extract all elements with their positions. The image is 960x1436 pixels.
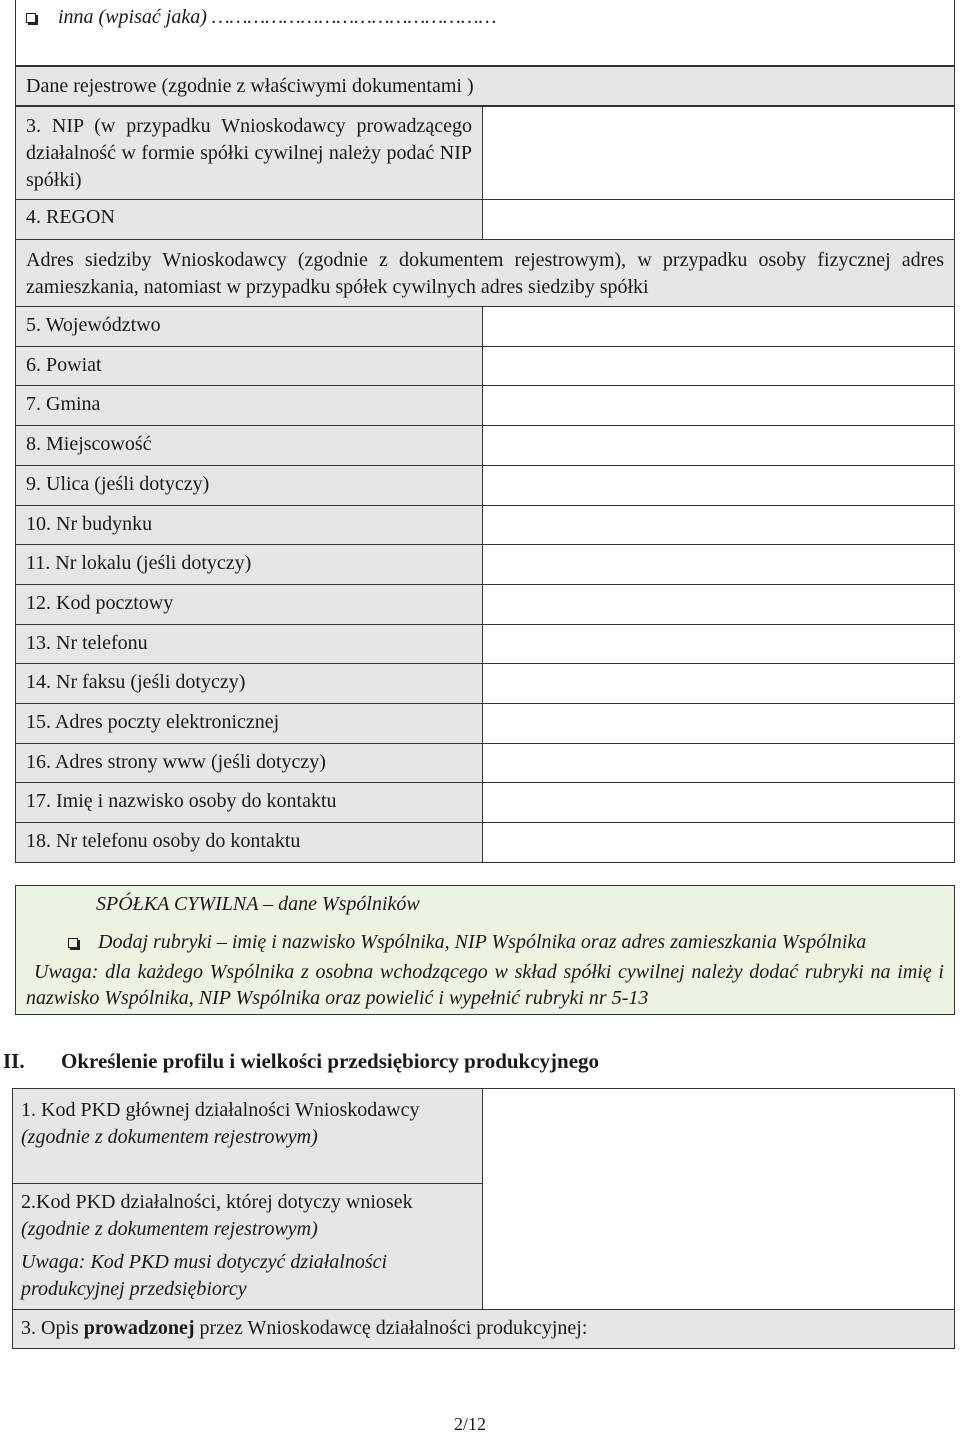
address-field-label: 12. Kod pocztowy [26,592,174,614]
nip-label-cell [15,106,483,200]
address-field-label-cell [15,822,483,863]
address-field-label: 9. Ulica (jeśli dotyczy) [26,473,210,495]
section-number: II. [3,1049,25,1073]
description-label-rest: przez Wnioskodawcę działalności produkcyjnej: [194,1317,588,1339]
pkd-app-label: 2.Kod PKD działalności, której dotyczy wniosek [21,1191,413,1213]
partnership-option: Dodaj rubryki – imię i nazwisko Wspólnika, NIP Wspólnika oraz adres zamieszkania Wspólnika [98,931,867,953]
other-option-row [15,0,955,66]
description-row [12,1309,955,1349]
pkd-app-label-cell [12,1183,483,1310]
pkd-warning: Uwaga: Kod PKD musi dotyczyć działalności produkcyjnej przedsiębiorcy [21,1251,388,1300]
nip-input[interactable] [482,106,955,200]
address-field-label: 10. Nr budynku [26,513,153,535]
address-field-label: 15. Adres poczty elektronicznej [26,711,280,733]
address-field-label-cell [15,425,483,466]
address-field-label-cell [15,306,483,347]
address-field-input[interactable] [482,306,955,347]
page-number: 2/12 [453,1414,486,1434]
section-heading [3,1049,943,1074]
address-field-label: 16. Adres strony www (jeśli dotyczy) [26,751,326,773]
address-field-label: 11. Nr lokalu (jeśli dotyczy) [26,552,252,574]
regon-label-cell [15,199,483,240]
address-field-label-cell [15,465,483,506]
partnership-box [15,885,955,1015]
section-title: Określenie profilu i wielkości przedsiębiorcy produkcyjnego [61,1049,600,1073]
address-field-input[interactable] [482,544,955,585]
address-field-input[interactable] [482,584,955,625]
address-field-label: 7. Gmina [26,393,101,415]
address-field-label: 13. Nr telefonu [26,632,148,654]
address-field-input[interactable] [482,465,955,506]
address-field-input[interactable] [482,505,955,545]
address-field-input[interactable] [482,782,955,823]
address-field-label: 8. Miejscowość [26,433,152,455]
registry-header [15,66,955,106]
pkd-app-note: (zgodnie z dokumentem rejestrowym) [21,1218,318,1240]
address-field-label-cell [15,703,483,744]
address-field-label-cell [15,584,483,625]
address-field-input[interactable] [482,385,955,426]
address-field-label-cell [15,663,483,704]
address-field-input[interactable] [482,743,955,783]
address-field-label-cell [15,385,483,426]
description-label: 3. Opis [21,1317,84,1339]
address-field-label-cell [15,346,483,386]
checkbox-icon[interactable] [68,938,78,948]
address-field-label-cell [15,743,483,783]
regon-label: 4. REGON [26,206,115,228]
pkd-main-label: 1. Kod PKD głównej działalności Wnioskodawcy [21,1099,420,1121]
nip-label: 3. NIP (w przypadku Wnioskodawcy prowadzącego działalność w formie spółki cywilnej należy podać NIP spółki) [26,115,472,191]
address-field-label-cell [15,782,483,823]
address-field-input[interactable] [482,425,955,466]
regon-input[interactable] [482,199,955,240]
address-field-input[interactable] [482,624,955,664]
address-field-label: 18. Nr telefonu osoby do kontaktu [26,830,301,852]
address-field-input[interactable] [482,703,955,744]
partnership-title: SPÓŁKA CYWILNA – dane Wspólników [96,893,420,915]
address-field-input[interactable] [482,346,955,386]
address-field-label-cell [15,505,483,545]
address-header [15,239,955,307]
address-header-text: Adres siedziby Wnioskodawcy (zgodnie z dokumentem rejestrowym), w przypadku osoby fizycznej adres zamieszkania, natomiast w przypadku spółek cywilnych adres siedziby spółki [26,249,944,298]
address-field-input[interactable] [482,822,955,863]
partnership-note: Uwaga: dla każdego Wspólnika z osobna wchodzącego w skład spółki cywilnej należy dodać rubryki na imię i nazwisko Wspólnika, NIP Wspólnika oraz powielić i wypełnić rubryki nr 5-13 [26,961,944,1009]
other-option-label: inna (wpisać jaka) ………………………………………… [58,6,497,28]
registry-header-text: Dane rejestrowe (zgodnie z właściwymi dokumentami ) [26,75,474,97]
description-label-bold: prowadzonej [83,1317,195,1339]
address-field-label-cell [15,544,483,585]
address-field-label: 14. Nr faksu (jeśli dotyczy) [26,671,246,693]
address-field-label-cell [15,624,483,664]
pkd-main-input[interactable] [482,1088,955,1310]
pkd-main-label-cell [12,1088,483,1184]
checkbox-icon[interactable] [26,13,36,23]
pkd-main-note: (zgodnie z dokumentem rejestrowym) [21,1126,318,1148]
address-field-label: 17. Imię i nazwisko osoby do kontaktu [26,790,337,812]
address-field-label: 6. Powiat [26,354,102,376]
address-field-input[interactable] [482,663,955,704]
address-field-label: 5. Województwo [26,314,161,336]
